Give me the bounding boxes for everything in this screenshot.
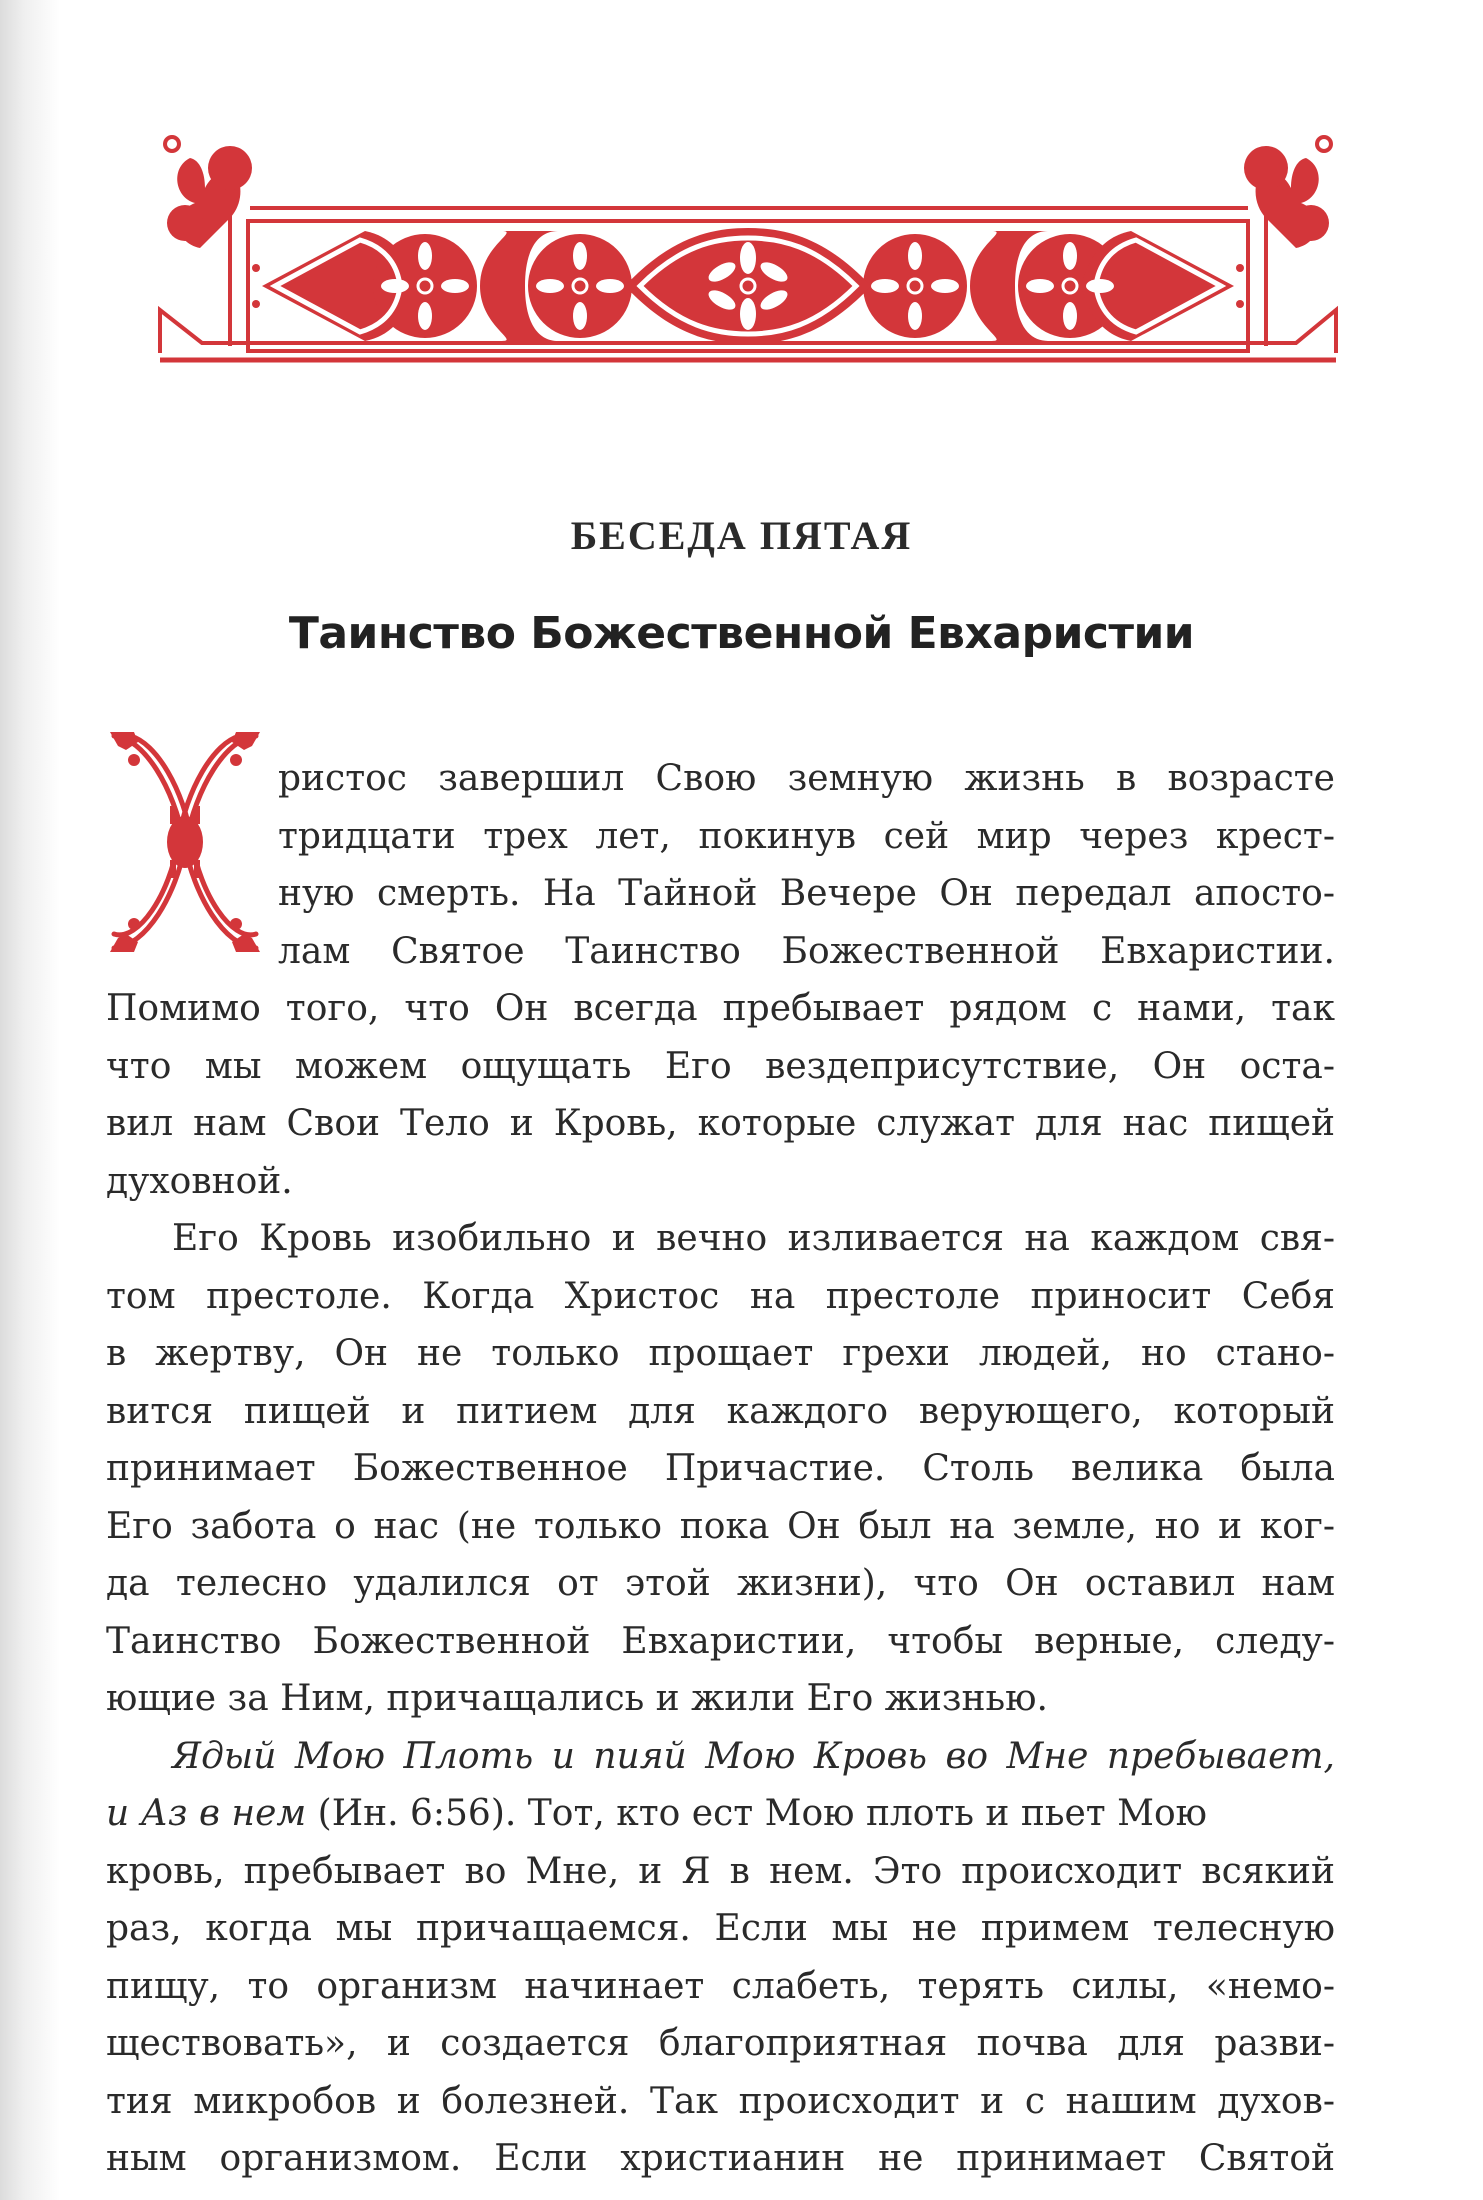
text-line: Его Кровь изобильно и вечно изливается на каждом свя-	[172, 1218, 1335, 1259]
text-line: Таинство Божественной Евхаристии, чтобы верные, следу-	[106, 1621, 1335, 1662]
text-line: Помимо того, что Он всегда пребывает рядом с нами, так	[106, 988, 1335, 1029]
text-line: пищу, то организм начинает слабеть, терять силы, «немо-	[106, 1966, 1335, 2007]
text-line: кровь, пребывает во Мне, и Я в нем. Это происходит всякий	[106, 1851, 1335, 1892]
chapter-title: Таинство Божественной Евхаристии	[288, 608, 1195, 659]
text-line	[106, 1785, 1335, 1843]
text-line: тия микробов и болезней. Так происходит и с нашим духов-	[106, 2081, 1335, 2122]
text-line: лам Святое Таинство Божественной Евхаристии.	[278, 931, 1335, 972]
text-line: да телесно удалился от этой жизни), что Он оставил нам	[106, 1563, 1335, 1604]
text-line: том престоле. Когда Христос на престоле приносит Себя	[106, 1276, 1335, 1317]
text-line: что мы можем ощущать Его вездеприсутствие, Он оста-	[106, 1046, 1335, 1087]
text-line: вил нам Свои Тело и Кровь, которые служат для нас пищей	[106, 1103, 1335, 1144]
text-line: духовной.	[106, 1161, 293, 1202]
text-line: ществовать», и создается благоприятная почва для разви-	[106, 2023, 1335, 2064]
quote-end: и Аз в нем	[106, 1793, 307, 1834]
chapter-label: БЕСЕДА ПЯТАЯ	[570, 513, 913, 558]
quote-reference: (Ин. 6:56). Тот, кто ест Мою плоть и пьет Мою	[306, 1793, 1208, 1834]
text-line: Его забота о нас (не только пока Он был на земле, но и ког-	[106, 1506, 1335, 1547]
text-line: раз, когда мы причащаемся. Если мы не примем телесную	[106, 1908, 1335, 1949]
text-line: ным организмом. Если христианин не принимает Святой	[106, 2138, 1335, 2179]
text-line: ристос завершил Свою земную жизнь в возрасте	[278, 758, 1335, 799]
text-line: ную смерть. На Тайной Вечере Он передал апосто-	[278, 873, 1335, 914]
text-line: тридцати трех лет, покинув сей мир через крест-	[278, 816, 1335, 857]
text-line: принимает Божественное Причастие. Столь велика была	[106, 1448, 1335, 1489]
text-line: ющие за Ним, причащались и жили Его жизнью.	[106, 1678, 1048, 1719]
text-line-quote: Ядый Мою Плоть и пияй Мою Кровь во Мне пребывает,	[172, 1736, 1335, 1777]
text-line: вится пищей и питием для каждого верующего, который	[106, 1391, 1335, 1432]
text-line: в жертву, Он не только прощает грехи людей, но стано-	[106, 1333, 1335, 1374]
